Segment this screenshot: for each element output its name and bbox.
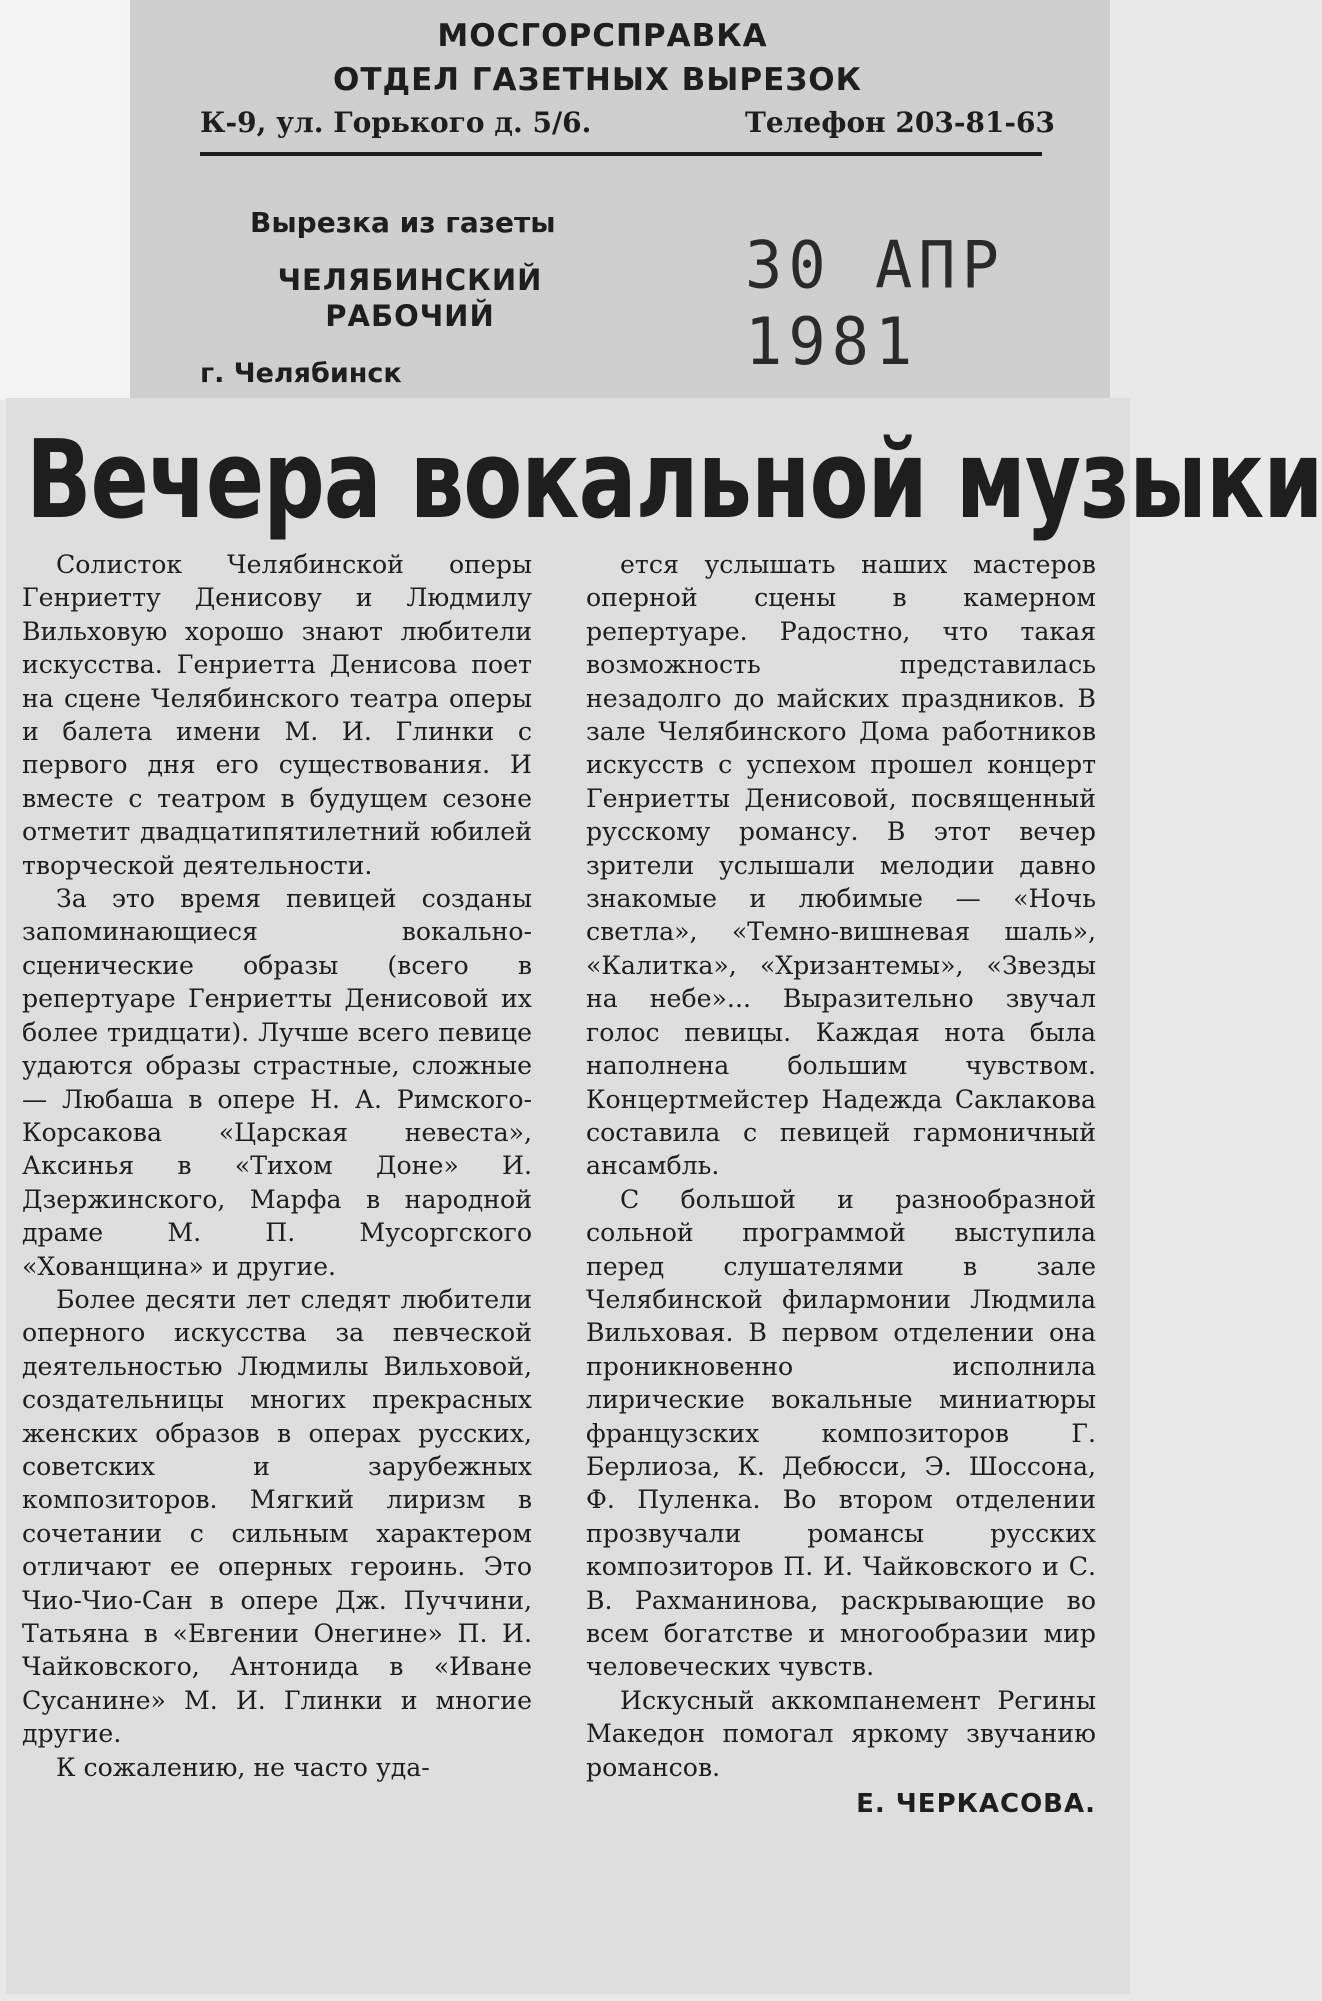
- newspaper-city: г. Челябинск: [200, 358, 402, 389]
- clipping-label: Вырезка из газеты: [250, 206, 556, 239]
- article-paragraph: За это время певицей созданы запоминающиеся вокально-сценические образы (всего в репертуаре Генриетты Денисовой их более тридцати). Лучше всего певице удаются образы страстные, сложные — Любаша в опере Н. А. Римского-Корсакова «Царская невеста», Аксинья в «Тихом Доне» И. Дзержинского, Марфа в народной драме М. П. Мусоргского «Хованщина» и другие.: [22, 884, 532, 1281]
- article-paragraph: Искусный аккомпанемент Регины Македон помогал яркому звучанию романсов.: [586, 1685, 1096, 1782]
- article-paragraph: Более десяти лет следят любители оперного искусства за певческой деятельностью Людмилы Вильховой, создательницы многих прекрасных женских образов в операх русских, советских и зарубежных композиторов. Мягкий лиризм в сочетании с сильным характером отличают ее оперных героинь. Это Чио-Чио-Сан в опере Дж. Пуччини, Татьяна в «Евгении Онегине» П. И. Чайковского, Антонида в «Иване Сусанине» М. И. Глинки и многие другие.: [22, 1284, 532, 1749]
- header-rule: [200, 152, 1042, 156]
- agency-address: К-9, ул. Горького д. 5/6.: [200, 106, 592, 139]
- agency-name: МОСГОРСПРАВКА: [437, 18, 768, 54]
- article-paragraph: К сожалению, не часто уда-: [56, 1752, 430, 1782]
- scan-margin: [0, 0, 130, 400]
- article-column-right: [586, 548, 1096, 1821]
- article-paragraph: ется услышать наших мастеров оперной сцены в камерном репертуаре. Радостно, что такая возможность представилась незадолго до майских праздников. В зале Челябинского Дома работников искусств с успехом прошел концерт Генриетты Денисовой, посвященный русскому романсу. В этот вечер зрители услышали мелодии давно знакомые и любимые — «Ночь светла», «Темно-вишневая шаль», «Калитка», «Хризантемы», «Звезды на небе»... Выразительно звучал голос певицы. Каждая нота была наполнена большим чувством. Концертмейстер Надежда Саклакова составила с певицей гармоничный ансамбль.: [586, 550, 1096, 1181]
- article-author: Е. ЧЕРКАСОВА.: [856, 1789, 1096, 1820]
- newspaper-name: ЧЕЛЯБИНСКИЙ РАБОЧИЙ: [277, 263, 543, 333]
- article-clipping: [6, 398, 1322, 1994]
- article-column-left: [22, 548, 532, 1784]
- agency-phone: Телефон 203-81-63: [745, 106, 1055, 139]
- department-name: ОТДЕЛ ГАЗЕТНЫХ ВЫРЕЗОК: [332, 62, 863, 98]
- article-paragraph: Солисток Челябинской оперы Генриетту Денисову и Людмилу Вильховую хорошо знают любители искусства. Генриетта Денисова поет на сцене Челябинского театра оперы и балета имени М. И. Глинки с первого дня его существования. И вместе с театром в будущем сезоне отметит двадцатипятилетний юбилей творческой деятельности.: [22, 550, 532, 880]
- date-stamp: 30 АПР 1981: [745, 226, 1005, 380]
- article-headline: Вечера вокальной музыки: [26, 418, 1322, 543]
- article-paragraph: С большой и разнообразной сольной программой выступила перед слушателями в зале Челябинской филармонии Людмила Вильховая. В первом отделении она проникновенно исполнила лирические вокальные миниатюры французских композиторов Г. Берлиоза, К. Дебюсси, Э. Шоссона, Ф. Пуленка. Во втором отделении прозвучали романсы русских композиторов П. И. Чайковского и С. В. Рахманинова, раскрывающие во всем богатстве и многообразии мир человеческих чувств.: [586, 1184, 1096, 1682]
